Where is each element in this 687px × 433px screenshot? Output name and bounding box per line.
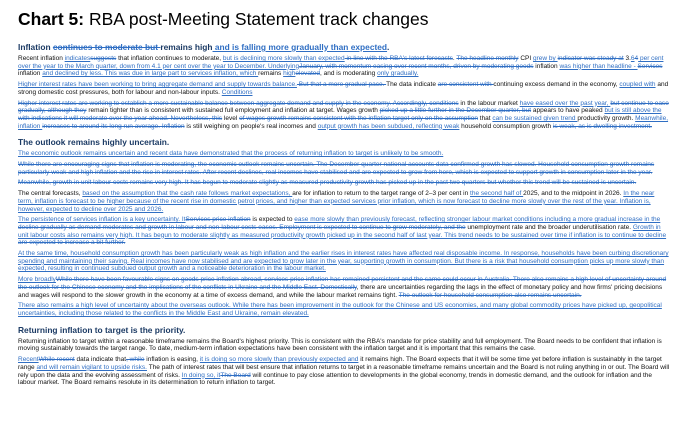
unchanged-text: The central forecasts, bbox=[18, 190, 83, 198]
inserted-text: Underlying bbox=[268, 62, 300, 70]
deleted-text: The Board bbox=[220, 371, 251, 379]
inserted-text: ease more slowly than previously forecast, reflecting stronger labour market conditions including a more gradual increase in the bbox=[294, 216, 661, 224]
inserted-text: can be sustained given trend bbox=[492, 114, 578, 122]
inserted-text: grew by bbox=[532, 55, 558, 62]
unchanged-text: productivity growth. bbox=[577, 114, 636, 122]
inserted-text: There also remains a high level of uncertainty about the overseas outlook. While there has been improvement in the outlook for the Chinese and US economies, and many global commodity prices have picked up, geopolitical uncertainties, including those related to the conflicts in the Middle East and Ukraine, remain elevated. bbox=[18, 302, 662, 317]
inserted-text: Higher interest rates have been working to bring aggregate demand and supply towards balance. bbox=[18, 81, 297, 89]
unchanged-text: is still weighing on people's real incomes and bbox=[184, 122, 318, 130]
unchanged-text: inflation bbox=[533, 62, 560, 70]
paragraph bbox=[18, 302, 670, 317]
inserted-text: coupled with bbox=[619, 81, 656, 89]
unchanged-text: . bbox=[452, 55, 457, 62]
unchanged-text: household consumption growth bbox=[459, 122, 553, 130]
deleted-text: are expected to increase a bit further. bbox=[18, 239, 126, 247]
unchanged-text: unemployment rate and the broader underutilisation rate. bbox=[465, 223, 633, 231]
inserted-text: More broadly bbox=[18, 276, 56, 284]
section-heading-inflation bbox=[18, 42, 670, 52]
unchanged-text: CPI bbox=[518, 55, 533, 62]
deleted-text: are consistent with bbox=[437, 81, 494, 89]
paragraph bbox=[18, 81, 670, 96]
inserted-text: based on the assumption that the cash rate follows market expectations, bbox=[82, 190, 293, 198]
deleted-text: While there are encouraging signs that inflation is moderating, the economic outlook remains uncertain. The December quarter national accounts data confirmed growth has slowed. Household consumption growth remains particularly weak and high inflation and the rise in interest rates. After recent declines, real incomes have stabilised and are expected to grow from here, which is expected to support growth in consumption later in the year. bbox=[18, 161, 655, 176]
unchanged-text: inflation bbox=[18, 70, 43, 78]
inserted-text: Conditions bbox=[221, 88, 253, 96]
unchanged-text: and strong domestic cost pressures, both for labour and non-labour inputs. bbox=[18, 81, 669, 96]
inserted-text: Growth in unit labour costs also remains very high. It has begun to moderate slightly as measured productivity growth picked up in the second half of last year. This trend needs to be sustained over time if inflation is to continue to decline bbox=[18, 223, 667, 239]
unchanged-text: Recent inflation bbox=[18, 55, 65, 62]
deleted-text: The outlook for household consumption also remains uncertain. bbox=[398, 291, 582, 299]
inserted-text: indicates bbox=[64, 55, 91, 62]
unchanged-text: remains high bbox=[160, 42, 213, 52]
inserted-text: Recent bbox=[18, 356, 39, 364]
unchanged-text: indicate bbox=[413, 81, 438, 89]
inserted-text: It bbox=[181, 216, 186, 224]
deleted-text: of wages growth remains consistent with the inflation target only on the assumption bbox=[239, 114, 478, 122]
deleted-text: Higher interest rates are working to establish a more sustainable balance between aggregate demand and supply in the economy. Accordingly, conditions bbox=[18, 99, 459, 107]
paragraph bbox=[18, 179, 670, 187]
statement-body bbox=[18, 42, 670, 390]
deleted-text: in line with the RBA's latest forecasts bbox=[344, 55, 453, 62]
inserted-text: was higher than headline - bbox=[559, 62, 638, 70]
paragraph bbox=[18, 216, 670, 247]
deleted-text: indicator was steady at bbox=[557, 55, 624, 62]
inserted-text: but is declining more slowly than expected bbox=[222, 55, 345, 62]
unchanged-text: in the labour market bbox=[458, 99, 520, 107]
inserted-text: At the same time, household consumption growth has been particularly weak as high inflation and the earlier rises in interest rates have affected real disposable income. In response, households have been curbing discretionary spending and maintaining their saving. Real incomes have now stabilised and are expected to grow later in the year, supporting growth in consumption. But there is a risk that household consumption picks up more slowly than expected, resulting in continued subdued output growth and a noticeable deterioration in the labour market. bbox=[18, 250, 669, 273]
chart-title-text: RBA post-Meeting Statement track changes bbox=[84, 9, 429, 29]
inserted-text: Meanwhile, inflation bbox=[18, 114, 669, 130]
deleted-text: The headline monthly bbox=[456, 55, 519, 62]
unchanged-text: is expected to bbox=[250, 216, 295, 224]
paragraph bbox=[18, 100, 670, 131]
deleted-text: Services price inflation bbox=[185, 216, 251, 224]
deleted-text: 4 bbox=[634, 55, 639, 62]
inserted-text: and will remain vigilant to upside risks. bbox=[36, 363, 147, 371]
inserted-text: 6 bbox=[630, 55, 635, 62]
paragraph bbox=[18, 338, 670, 353]
unchanged-text: that inflation continues to moderate, bbox=[116, 55, 223, 62]
unchanged-text: 3. bbox=[623, 55, 631, 62]
inserted-text: The persistence of services inflation is a key uncertainty. bbox=[18, 216, 182, 224]
unchanged-text: continuing excess demand in the economy, bbox=[493, 81, 620, 89]
section-heading-outlook: The outlook remains highly uncertain. bbox=[18, 137, 170, 148]
paragraph bbox=[18, 161, 670, 176]
unchanged-text: remain tighter than is consistent with sustained full employment and inflation at target. Wages growth bbox=[86, 107, 380, 115]
deleted-text: elevated bbox=[295, 70, 320, 78]
unchanged-text: 2025, and to the midpoint in 2026. bbox=[523, 190, 624, 198]
unchanged-text: Inflation bbox=[18, 42, 53, 52]
unchanged-text: level bbox=[222, 114, 240, 122]
deleted-text: Services bbox=[637, 62, 663, 70]
unchanged-text: will continue to pay close attention to developments in the global economy, trends in domestic demand, and the outlook for inflation and the labour market. The Board remains resolute in its determination to return inflation to target. bbox=[18, 371, 653, 387]
inserted-text: output growth has been subdued, reflecting weak bbox=[317, 122, 460, 130]
deleted-text: But that a more gradual pace. bbox=[296, 81, 387, 89]
unchanged-text: , there are uncertainties regarding the lags in the effect of monetary policy and how firms' pricing decisions and wages will respond to the slower growth in the economy at a time of excess demand, and while the labour market remains tight. bbox=[18, 283, 663, 299]
chart-title bbox=[18, 9, 428, 30]
deleted-text: While there have been favourable signs on goods price inflation abroad, services price inflation has remained persistent and the same could occur in Australia. There also remains a high level of uncertainty around the outlook for the Chinese economy and the implications of the conflicts in Ukraine and the Middle East. Domestically bbox=[18, 276, 667, 291]
paragraph bbox=[18, 55, 670, 78]
paragraph bbox=[18, 150, 670, 158]
deleted-text: with indications it will moderate over the year ahead. Nevertheless, this bbox=[18, 114, 223, 122]
deleted-text: January, with momentum easing over recent months, driven by moderating goods bbox=[299, 62, 534, 70]
section-heading-priority: Returning inflation to target is the priority. bbox=[18, 324, 186, 335]
unchanged-text: remains bbox=[258, 70, 284, 78]
deleted-text: While recent bbox=[38, 356, 75, 364]
inserted-text: only gradually. bbox=[377, 70, 419, 78]
unchanged-text: The path of interest rates that will best ensure that inflation returns to target in a reasonable timeframe remains uncertain and the Board is not ruling anything in or out. The Board will rely upon the data and the evolving assessment of risks. bbox=[18, 363, 670, 379]
deleted-text: Meanwhile, growth in unit labour costs remains very high. It has begun to moderate slightly as measured productivity growth has picked up in the past two quarters but whether this trend will be sustained is uncertain. bbox=[18, 179, 637, 187]
inserted-text: high bbox=[283, 70, 296, 78]
unchanged-text: data bbox=[397, 81, 414, 89]
deleted-text: continues to moderate but bbox=[52, 42, 161, 52]
unchanged-text: are for inflation to return to the target range of 2–3 per cent in bbox=[292, 190, 471, 198]
inserted-text: In the near term, inflation is forecast to be higher because of the recent rise in domestic petrol prices, and higher than expected services prior inflation, which is now forecast to decline more slowly over the rest of the year. Inflation is, however, expected to decline over 2025 and 2026. bbox=[18, 190, 655, 213]
unchanged-text: that bbox=[477, 114, 493, 122]
unchanged-text: appears to have peaked bbox=[531, 107, 605, 115]
inserted-text: and is falling more gradually than expected bbox=[212, 42, 388, 52]
inserted-text: it is doing so more slowly than previously expected and bbox=[199, 356, 359, 364]
deleted-text: picked up a little further in the December quarter, but bbox=[379, 107, 532, 115]
inserted-text: but is still above the bbox=[604, 107, 662, 115]
inserted-text: The economic outlook remains uncertain and recent data have demonstrated that the process of returning inflation to target is unlikely to be smooth. bbox=[18, 150, 444, 158]
chart-title-number: Chart 5: bbox=[18, 9, 85, 29]
deleted-text: is weak, as is dwelling investment. bbox=[552, 122, 652, 130]
deleted-text: suggests bbox=[90, 55, 117, 62]
deleted-text: but continue to ease gradually, although they bbox=[18, 99, 669, 115]
deleted-text: , while bbox=[126, 356, 145, 364]
paragraph bbox=[18, 190, 670, 213]
deleted-text: increases to around its long run average. Inflation bbox=[42, 122, 185, 130]
inserted-text: In doing so, it bbox=[181, 371, 221, 379]
unchanged-text: . bbox=[387, 42, 390, 52]
inserted-text: the second half of bbox=[470, 190, 524, 198]
paragraph bbox=[18, 276, 670, 299]
inserted-text: have eased over the past year, bbox=[519, 99, 611, 107]
deleted-text: decline gradually as demand moderates and growth in labour and non-labour costs eases. Employment is expected to continue to grow moderately, and the bbox=[18, 223, 466, 231]
unchanged-text: The bbox=[386, 81, 398, 89]
unchanged-text: it remains high. The Board expects that it will be some time yet before inflation is sustainably in the target range bbox=[18, 356, 662, 371]
unchanged-text: data indicate that bbox=[74, 356, 127, 364]
unchanged-text: Returning inflation to target within a reasonable timeframe remains the Board's highest priority. This is consistent with the RBA's mandate for price stability and full employment. The Board needs to be confident that inflation is moving sustainably towards the target range. To date, medium-term inflation expectations have been consistent with the inflation target and it is important that this remains the case. bbox=[18, 337, 662, 353]
inserted-text: and declined by less. This was due in large part to services inflation, which bbox=[42, 70, 259, 78]
inserted-text: per cent over the year to the March quarter, down from 4.1 per cent over the year to December. bbox=[18, 55, 664, 70]
unchanged-text: , and is moderating bbox=[319, 70, 378, 78]
unchanged-text: inflation is easing, bbox=[144, 356, 200, 364]
paragraph bbox=[18, 250, 670, 273]
paragraph bbox=[18, 356, 670, 387]
